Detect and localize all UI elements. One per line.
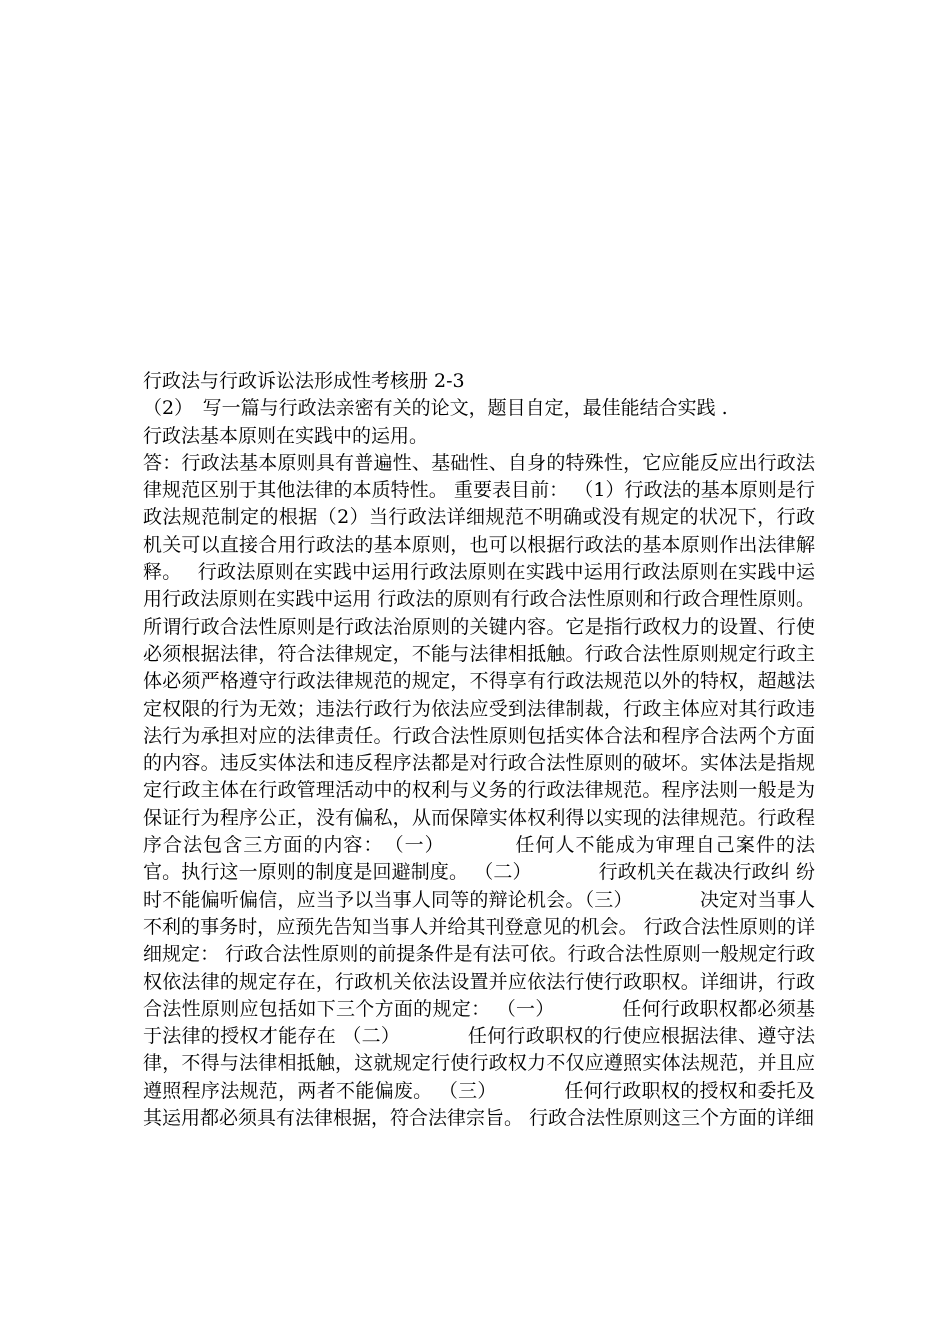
answer-paragraph: 答：行政法基本原则具有普遍性、基础性、自身的特殊性，它应能反应出行政法律规范区别于其他法律的本质特性。 重要表目前： （1）行政法的基本原则是行政法规范制定的根据（2）当行政法详细规范不明确或没有规定的状况下，行政机关可以直接合用行政法的基本原则，也可以根据行政法的基本原则作出法律解释。 行政法原则在实践中运用行政法原则在实践中运用行政法原则在实践中运用行政法原则在实践中运用 行政法的原则有行政合法性原则和行政合理性原则。所谓行政合法性原则是行政法治原则的关键内容。它是指行政权力的设置、行使必须根据法律，符合法律规定，不能与法律相抵触。行政合法性原则规定行政主体必须严格遵守行政法律规范的规定，不得享有行政法规范以外的特权，超越法定权限的行为无效；违法行政行为依法应受到法律制裁，行政主体应对其行政违法行为承担对应的法律责任。行政合法性原则包括实体合法和程序合法两个方面的内容。违反实体法和违反程序法都是对行政合法性原则的破坏。实体法是指规定行政主体在行政管理活动中的权利与义务的行政法律规范。程序法则一般是为保证行为程序公正，没有偏私，从而保障实体权利得以实现的法律规范。行政程序合法包含三方面的内容： （一） 任何人不能成为审理自己案件的法官。执行这一原则的制度是回避制度。 （二） 行政机关在裁决行政纠 纷时不能偏听偏信，应当予以当事人同等的辩论机会。（三） 决定对当事人不利的事务时，应预先告知当事人并给其刊登意见的机会。 行政合法性原则的详细规定： 行政合法性原则的前提条件是有法可依。行政合法性原则一般规定行政权依法律的规定存在，行政机关依法设置并应依法行使行政职权。详细讲，行政合法性原则应包括如下三个方面的规定： （一） 任何行政职权都必须基于法律的授权才能存在 （二） 任何行政职权的行使应根据法律、遵守法律，不得与法律相抵触，这就规定行使行政权力不仅应遵照实体法规范，并且应遵照程序法规范，两者不能偏废。 （三） 任何行政职权的授权和委托及其运用都必须具有法律根据，符合法律宗旨。 行政合法性原则这三个方面的详细: [143, 451, 815, 1130]
essay-title: 行政法基本原则在实践中的运用。: [143, 424, 429, 447]
document-title: 行政法与行政诉讼法形成性考核册 2-3: [143, 370, 465, 392]
essay-question: （2） 写一篇与行政法亲密有关的论文，题目自定，最佳能结合实践 .: [143, 397, 728, 420]
document-page: [143, 368, 815, 1132]
